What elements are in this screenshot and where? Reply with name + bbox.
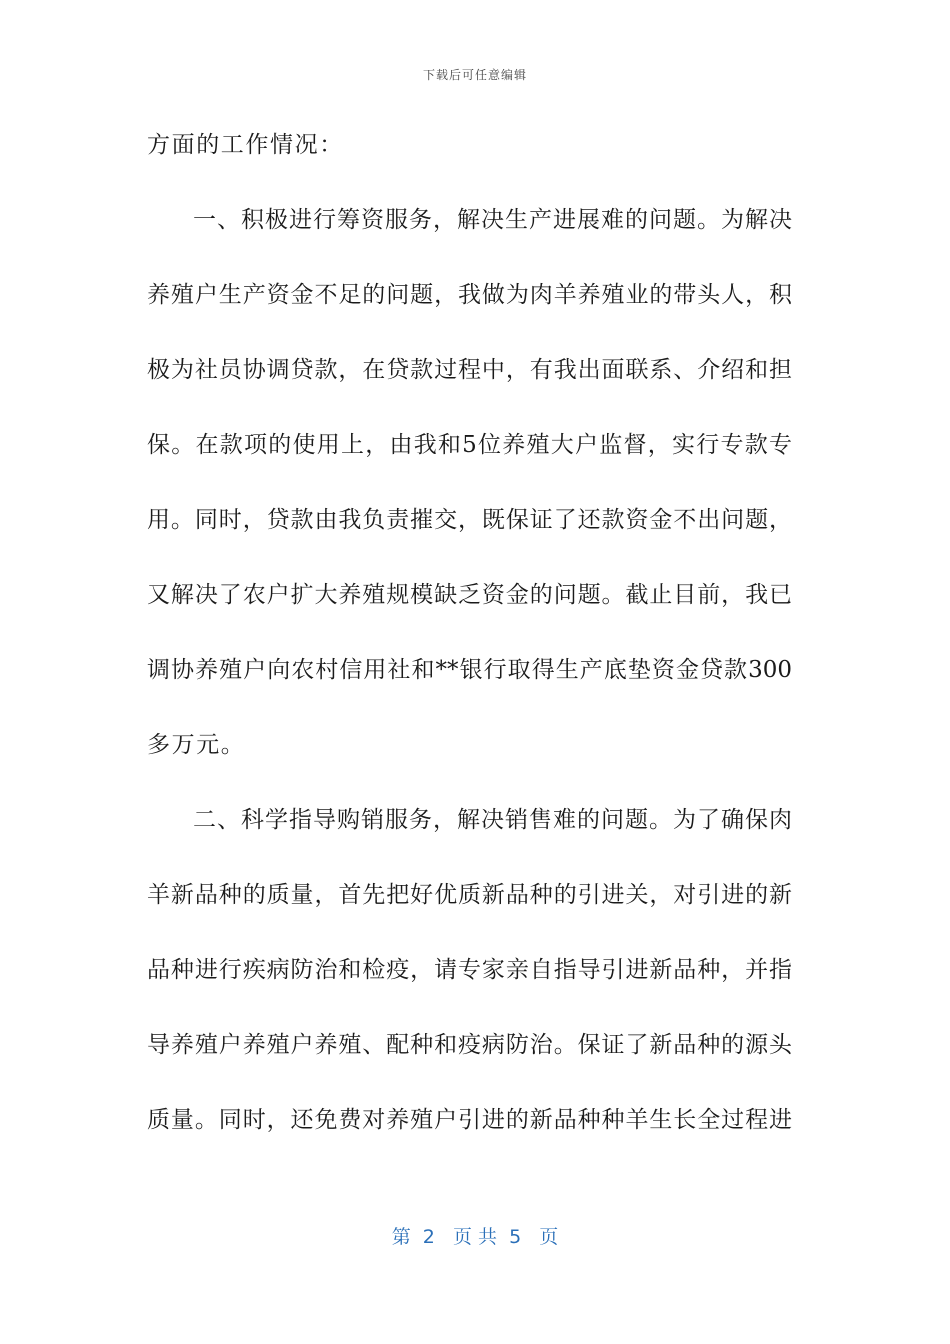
paragraph-1-first-line: 一、积极进行筹资服务，解决生产进展难的问题。为解决 (193, 207, 792, 233)
text-line: 调协养殖户向农村信用社和**银行取得生产底垫资金贷款300 (147, 657, 792, 683)
text-line: 养殖户生产资金不足的问题，我做为肉羊养殖业的带头人，积 (147, 282, 792, 308)
text-line: 方面的工作情况： (147, 132, 344, 158)
text-line: 质量。同时，还免费对养殖户引进的新品种种羊生长全过程进 (147, 1107, 792, 1133)
text-line: 导养殖户养殖户养殖、配种和疫病防治。保证了新品种的源头 (147, 1032, 792, 1058)
text-line: 品种进行疾病防治和检疫，请专家亲自指导引进新品种，并指 (147, 957, 792, 983)
text-line: 多万元。 (147, 732, 246, 758)
text-line: 用。同时，贷款由我负责摧交，既保证了还款资金不出问题， (147, 507, 792, 533)
document-body (147, 121, 792, 1171)
paragraph-2-first-line: 二、科学指导购销服务，解决销售难的问题。为了确保肉 (193, 807, 792, 833)
text-line: 保。在款项的使用上，由我和5位养殖大户监督，实行专款专 (147, 432, 792, 458)
page-number-footer: 第 2 页 共 5 页 (391, 1226, 559, 1248)
page-header: 下载后可任意编辑 (422, 68, 527, 82)
text-line: 极为社员协调贷款，在贷款过程中，有我出面联系、介绍和担 (147, 357, 792, 383)
text-line: 又解决了农户扩大养殖规模缺乏资金的问题。截止目前，我已 (147, 582, 792, 608)
text-line: 羊新品种的质量，首先把好优质新品种的引进关，对引进的新 (147, 882, 792, 908)
